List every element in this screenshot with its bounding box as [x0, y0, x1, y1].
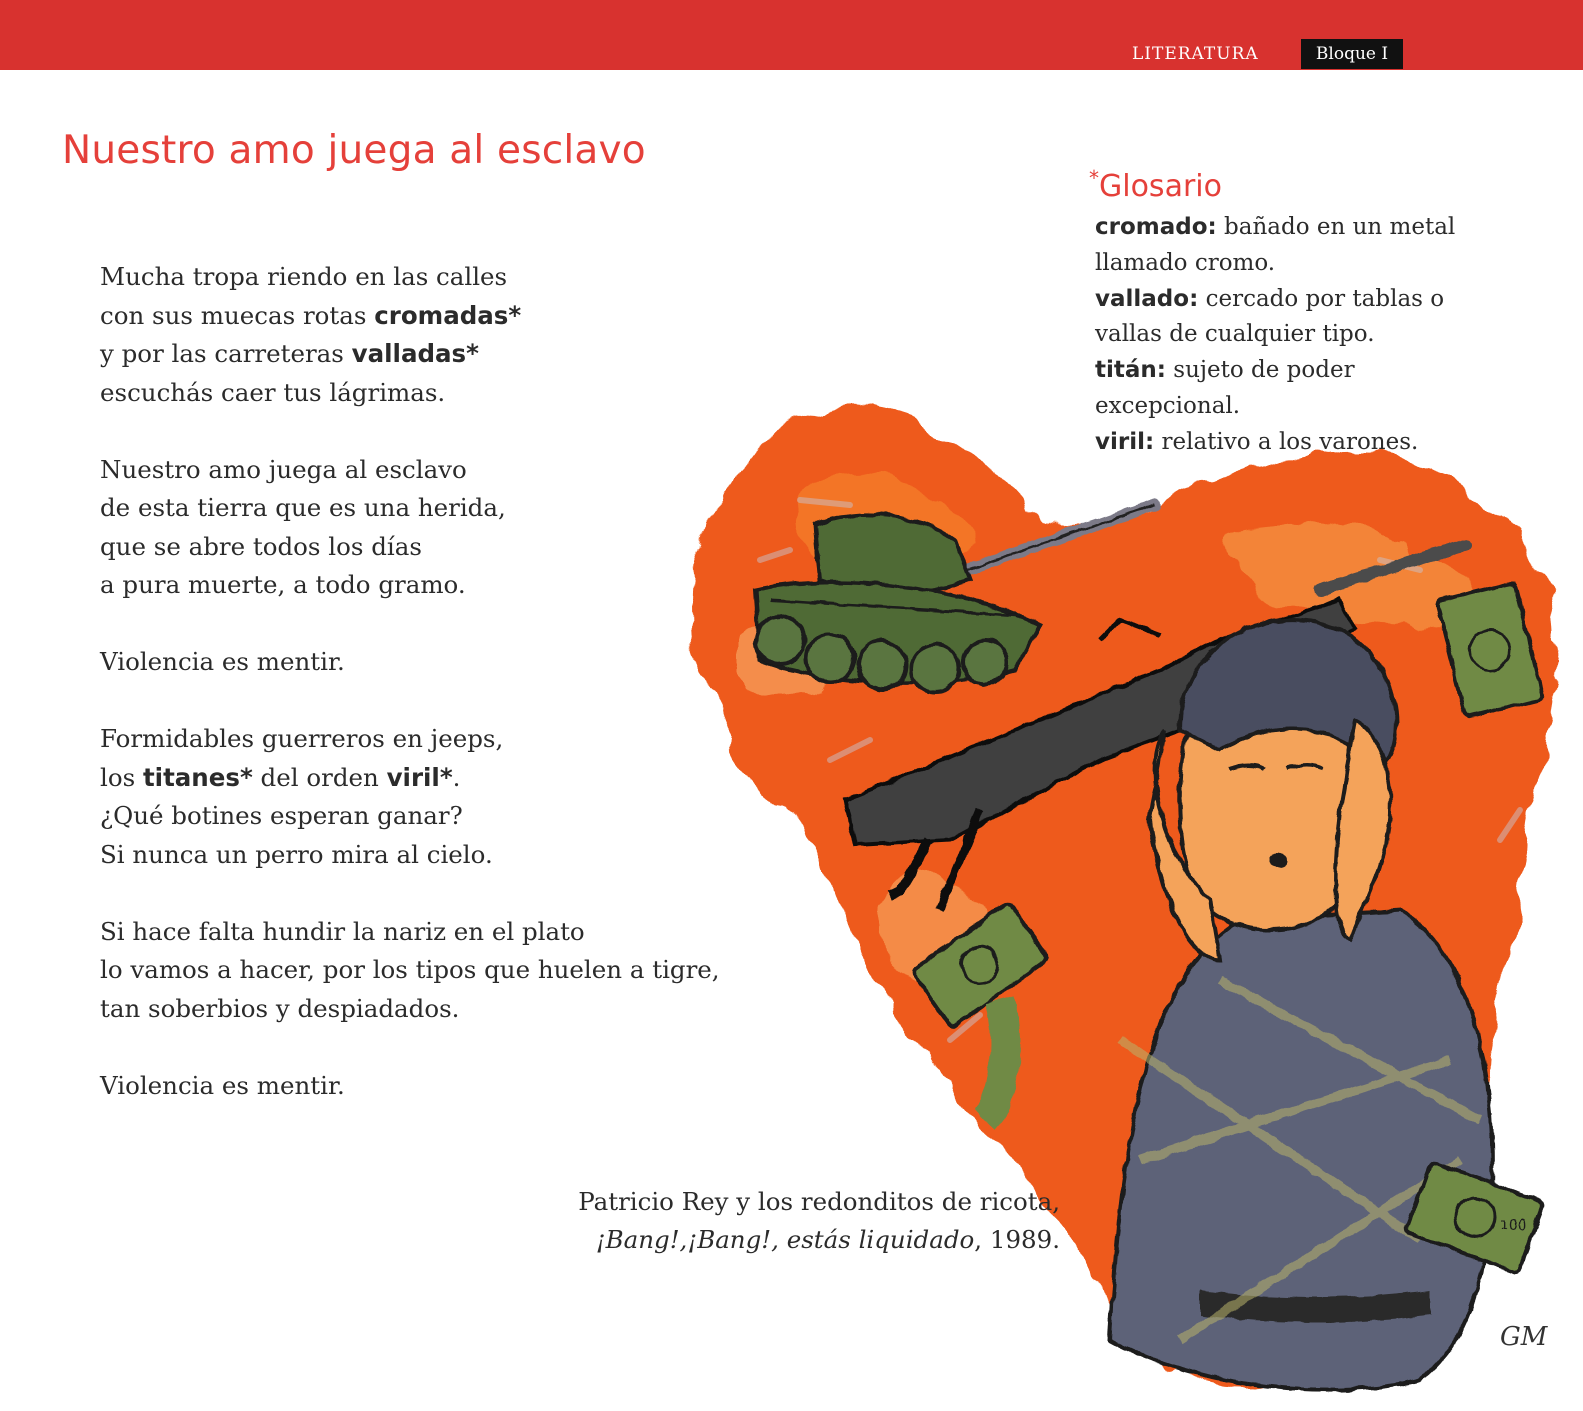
- poem-text: lo vamos a hacer, por los tipos que huelen a tigre,: [100, 955, 720, 984]
- glossary-entry: [1095, 425, 1485, 461]
- poem-text: Si hace falta hundir la nariz en el plato: [100, 916, 585, 946]
- glossary-title-text: Glosario: [1099, 169, 1222, 204]
- poem-text: que se abre todos los días: [100, 531, 422, 561]
- credit-album: ¡Bang!,¡Bang!, estás liquidado: [595, 1225, 975, 1254]
- glossary-term-highlight: viril*: [386, 762, 453, 792]
- poem-text: Formidables guerreros en jeeps,: [100, 724, 504, 753]
- glossary-term: cromado:: [1095, 214, 1217, 240]
- glossary-term: vallado:: [1095, 285, 1199, 312]
- credit-source: [470, 1221, 1060, 1259]
- credit-year: , 1989.: [974, 1225, 1060, 1254]
- poem-line: [100, 258, 800, 297]
- glossary-definition: cercado por tablas o vallas de cualquier tipo.: [1095, 285, 1445, 348]
- glossary-definition: bañado en un metal llamado cromo.: [1095, 214, 1456, 276]
- poem-text: Mucha tropa riendo en las calles: [100, 262, 508, 291]
- glossary-entry: [1095, 353, 1485, 425]
- glossary-entry: [1095, 282, 1485, 354]
- section-label: LITERATURA: [1132, 44, 1259, 64]
- block-tag: Bloque I: [1301, 39, 1403, 69]
- glossary: [1089, 166, 1509, 461]
- page-title: Nuestro amo juega al esclavo: [62, 128, 646, 173]
- glossary-term-highlight: cromadas*: [374, 300, 522, 330]
- bill-label: 100: [1500, 1218, 1527, 1234]
- poem-text: ¿Qué botines esperan ganar?: [100, 801, 463, 830]
- poem-line: [100, 297, 800, 336]
- poem-text: del orden: [252, 762, 387, 792]
- poem-text: y por las carreteras: [100, 339, 352, 368]
- glossary-title: [1089, 166, 1509, 204]
- glossary-definition: sujeto de poder excepcional.: [1095, 357, 1355, 419]
- glossary-definition: relativo a los varones.: [1154, 428, 1419, 455]
- poem-text: escuchás caer tus lágrimas.: [100, 377, 446, 407]
- poem-text: Violencia es mentir.: [100, 647, 345, 676]
- glossary-asterisk: *: [1089, 166, 1099, 190]
- poem-text: Nuestro amo juega al esclavo: [100, 454, 467, 484]
- glossary-list: [1089, 210, 1509, 461]
- poem-text: tan soberbios y despiadados.: [100, 993, 460, 1023]
- glossary-term: viril:: [1095, 428, 1155, 455]
- poem-text: a pura muerte, a todo gramo.: [100, 570, 466, 599]
- poem-text: con sus muecas rotas: [100, 300, 375, 330]
- artist-signature: GM: [1500, 1322, 1548, 1352]
- poem-credit: [470, 1183, 1060, 1259]
- poem-text: los: [100, 762, 143, 792]
- poem-text: Violencia es mentir.: [100, 1070, 345, 1100]
- poem-text: Si nunca un perro mira al cielo.: [100, 839, 493, 869]
- glossary-entry: [1095, 210, 1485, 282]
- credit-author: Patricio Rey y los redonditos de ricota,: [578, 1187, 1060, 1216]
- glossary-term-highlight: titanes*: [142, 762, 253, 792]
- glossary-term-highlight: valladas*: [351, 339, 479, 368]
- header-bar: [0, 0, 1583, 70]
- glossary-term: titán:: [1095, 357, 1166, 384]
- poem-text: de esta tierra que es una herida,: [100, 493, 506, 522]
- poem-text: .: [452, 762, 461, 792]
